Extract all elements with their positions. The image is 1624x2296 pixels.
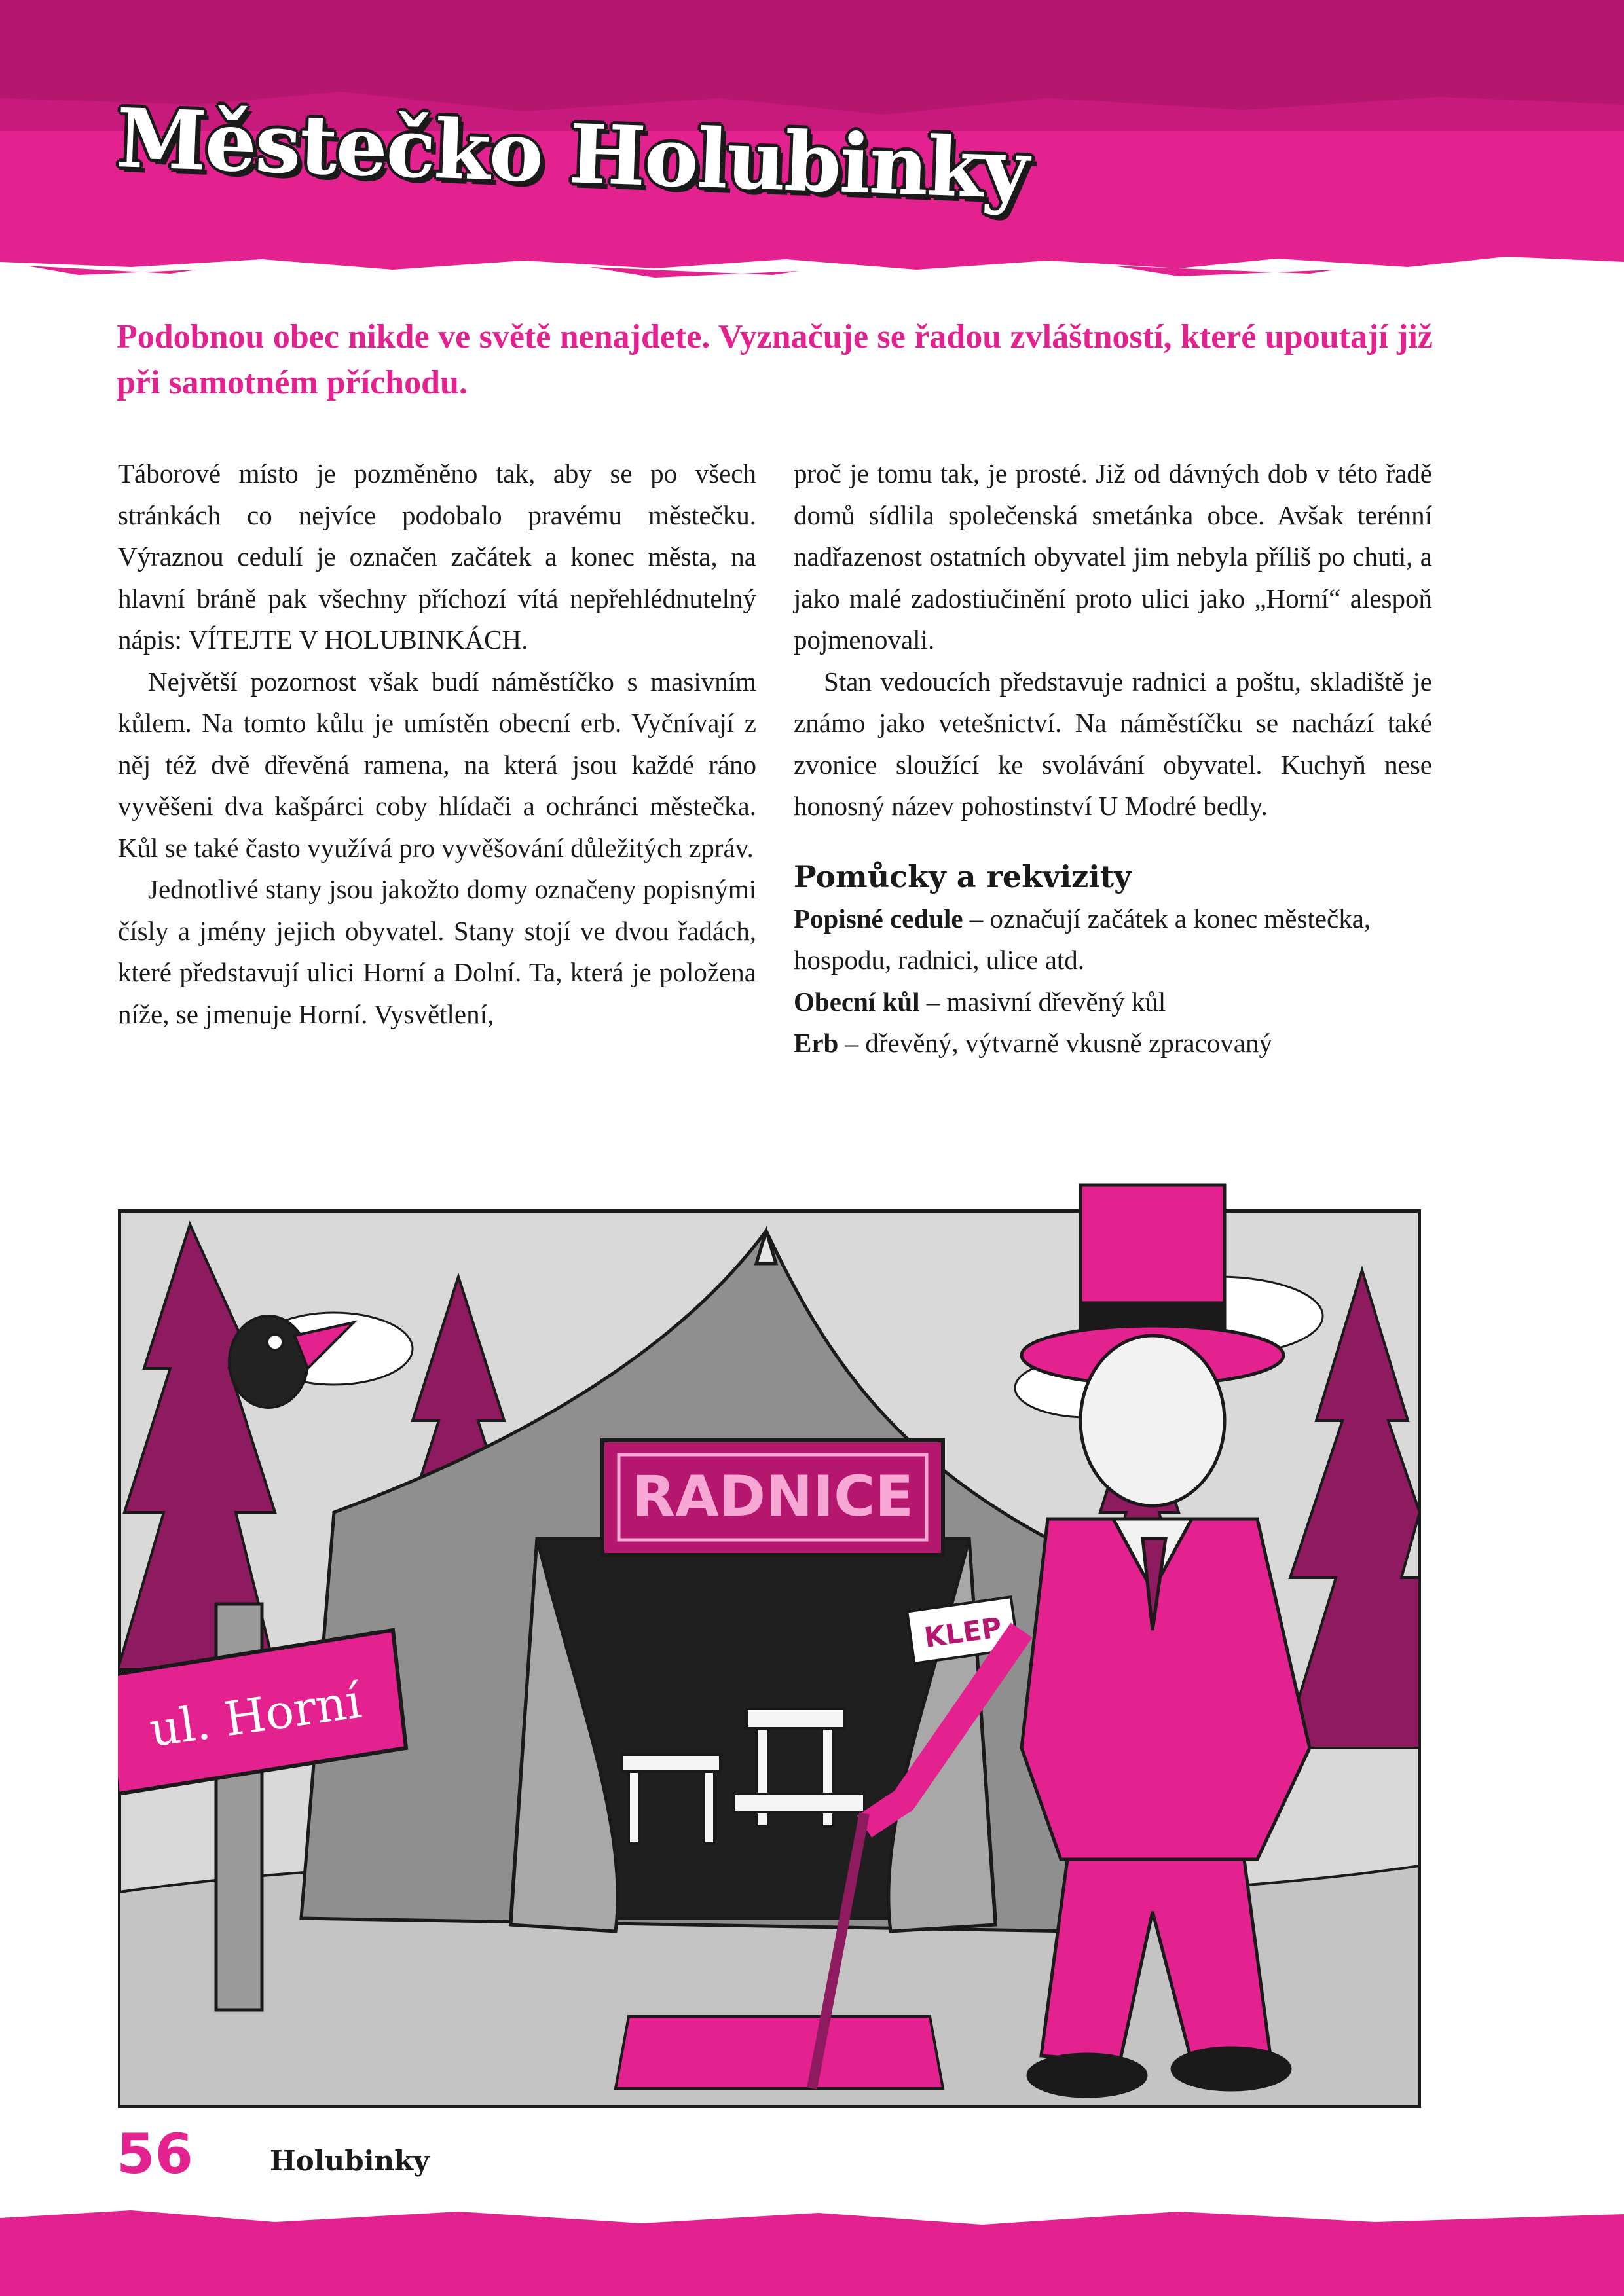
paragraph: Stan vedoucích představuje radnici a poštu, skladiště je známo jako vetešnictví. Na náměstíčku se nachází také zvonice sloužící ke svolávání obyvatel. Kuchyň nese honosný název pohostinství U Modré bedly. <box>794 666 1432 821</box>
paragraph: proč je tomu tak, je prosté. Již od dávných dob v této řadě domů sídlila společenská smetánka obce. Avšak terénní nadřazenost ostatních obyvatel jim nebyla příliš po chuti, a jako malé zadostiučinění proto ulici jako „Horní“ alespoň pojmenovali. <box>794 458 1432 655</box>
page-number: 56 <box>117 2122 193 2186</box>
paragraph: Jednotlivé stany jsou jakožto domy označeny popisnými čísly a jmény jejich obyvatel. Stany stojí ve dvou řadách, které představují ulici Horní a Dolní. Ta, která je položena níže, se jmenuje Horní. Vysvětlení, <box>118 874 756 1029</box>
town-hall-illustration <box>118 1172 1421 2108</box>
header-banner <box>0 0 1624 288</box>
left-column <box>118 453 756 1035</box>
lead-paragraph: Podobnou obec nikde ve světě nenajdete. Vyznačuje se řadou zvláštností, které upoutají již při samotném příchodu. <box>117 318 1433 401</box>
page-title: Městečko Holubinky <box>115 91 1030 218</box>
radnice-sign-label: RADNICE <box>632 1464 913 1529</box>
radnice-sign <box>602 1440 943 1555</box>
klep-sign-label: KLEP <box>922 1611 1004 1654</box>
cartoon-scene <box>118 1172 1421 2108</box>
item-description: – masivní dřevěný kůl <box>919 986 1166 1017</box>
doormat <box>616 2016 943 2088</box>
item-description: – označují začátek a konec městečka, hospodu, radnici, ulice atd. <box>794 903 1371 975</box>
section-heading: Pomůcky a rekvizity <box>794 858 1132 894</box>
street-sign-label: ul. Horní <box>146 1673 365 1758</box>
list-item <box>794 1023 1432 1065</box>
item-description: – dřevěný, výtvarně vkusně zpracovaný <box>838 1028 1272 1058</box>
footer-brush-band <box>0 2205 1624 2296</box>
right-column <box>794 453 1432 1065</box>
item-term: Obecní kůl <box>794 986 920 1017</box>
item-term: Erb <box>794 1028 839 1058</box>
list-item <box>794 898 1432 981</box>
item-term: Popisné cedule <box>794 903 963 934</box>
paragraph: Táborové místo je pozměněno tak, aby se po všech stránkách co nejvíce podobalo pravému městečku. Výraznou cedulí je označen začátek a konec města, na hlavní bráně pak všechny příchozí vítá nepřehlédnutelný nápis: VÍTEJTE V HOLUBINKÁCH. <box>118 458 756 655</box>
running-title: Holubinky <box>270 2145 430 2177</box>
list-item <box>794 981 1432 1023</box>
paragraph: Největší pozornost však budí náměstíčko s masivním kůlem. Na tomto kůlu je umístěn obecní erb. Vyčnívají z něj též dvě dřevěná ramena, na která jsou každé ráno vyvěšeni dva kašpárci coby hlídači a ochránci městečka. Kůl se také často využívá pro vyvěšování důležitých zpráv. <box>118 666 756 863</box>
